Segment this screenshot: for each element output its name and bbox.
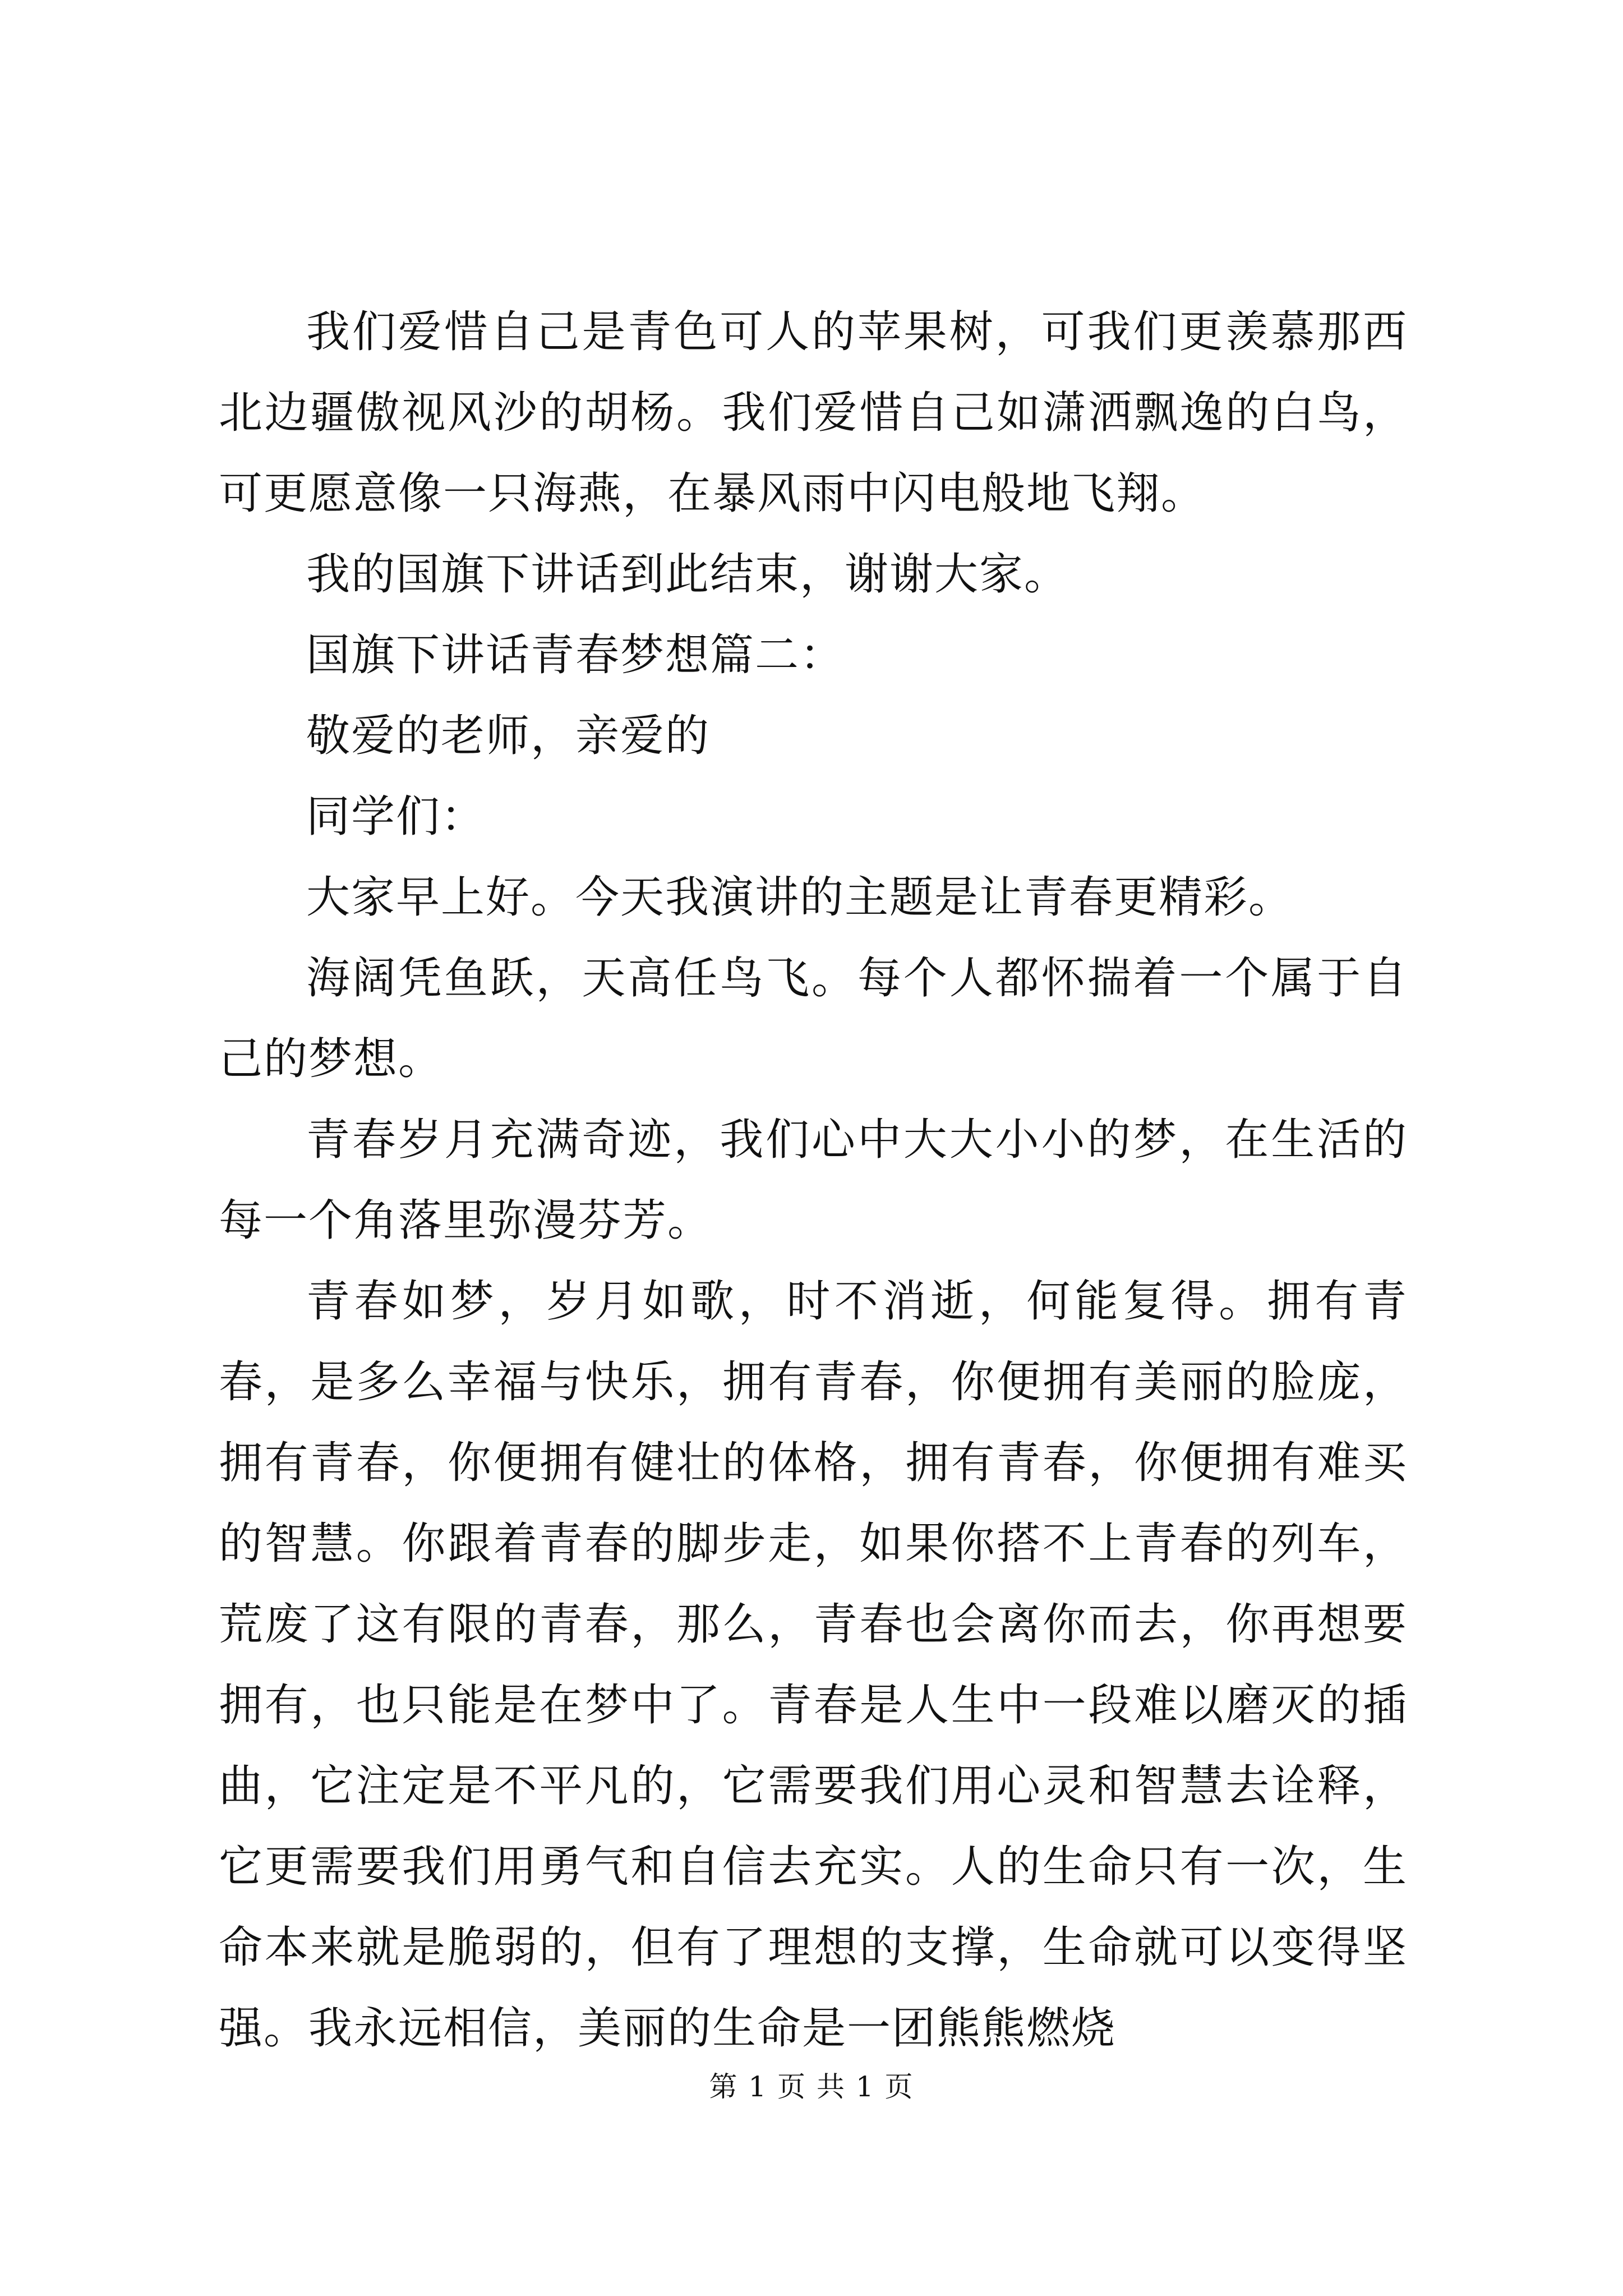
paragraph: 大家早上好。今天我演讲的主题是让青春更精彩。: [306, 872, 1294, 923]
paragraph: 海阔凭鱼跃，天高任鸟飞。每个人都怀揣着一个属于自己的梦想。: [219, 953, 1408, 1084]
document-body: [219, 292, 1408, 2069]
salutation-line: 同学们：: [306, 792, 486, 842]
salutation-line: 敬爱的老师，亲爱的: [306, 711, 711, 761]
page-number-footer: 第 1 页 共 1 页: [709, 2070, 914, 2103]
paragraph: 我们爱惜自己是青色可人的苹果树，可我们更羡慕那西北边疆傲视风沙的胡杨。我们爱惜自己如潇洒飘逸的白鸟，可更愿意像一只海燕，在暴风雨中闪电般地飞翔。: [219, 307, 1408, 519]
paragraph: 青春如梦，岁月如歌，时不消逝，何能复得。拥有青春，是多么幸福与快乐，拥有青春，你便拥有美丽的脸庞，拥有青春，你便拥有健壮的体格，拥有青春，你便拥有难买的智慧。你跟着青春的脚步走，如果你搭不上青春的列车，荒废了这有限的青春，那么，青春也会离你而去，你再想要拥有，也只能是在梦中了。青春是人生中一段难以磨灭的插曲，它注定是不平凡的，它需要我们用心灵和智慧去诠释，它更需要我们用勇气和自信去充实。人的生命只有一次，生命本来就是脆弱的，但有了理想的支撑，生命就可以变得坚强。我永远相信，美丽的生命是一团熊熊燃烧: [219, 1276, 1408, 2054]
paragraph: 青春岁月充满奇迹，我们心中大大小小的梦，在生活的每一个角落里弥漫芬芳。: [219, 1115, 1408, 1246]
section-heading: 国旗下讲话青春梦想篇二：: [306, 630, 845, 680]
paragraph: 我的国旗下讲话到此结束，谢谢大家。: [306, 549, 1069, 600]
